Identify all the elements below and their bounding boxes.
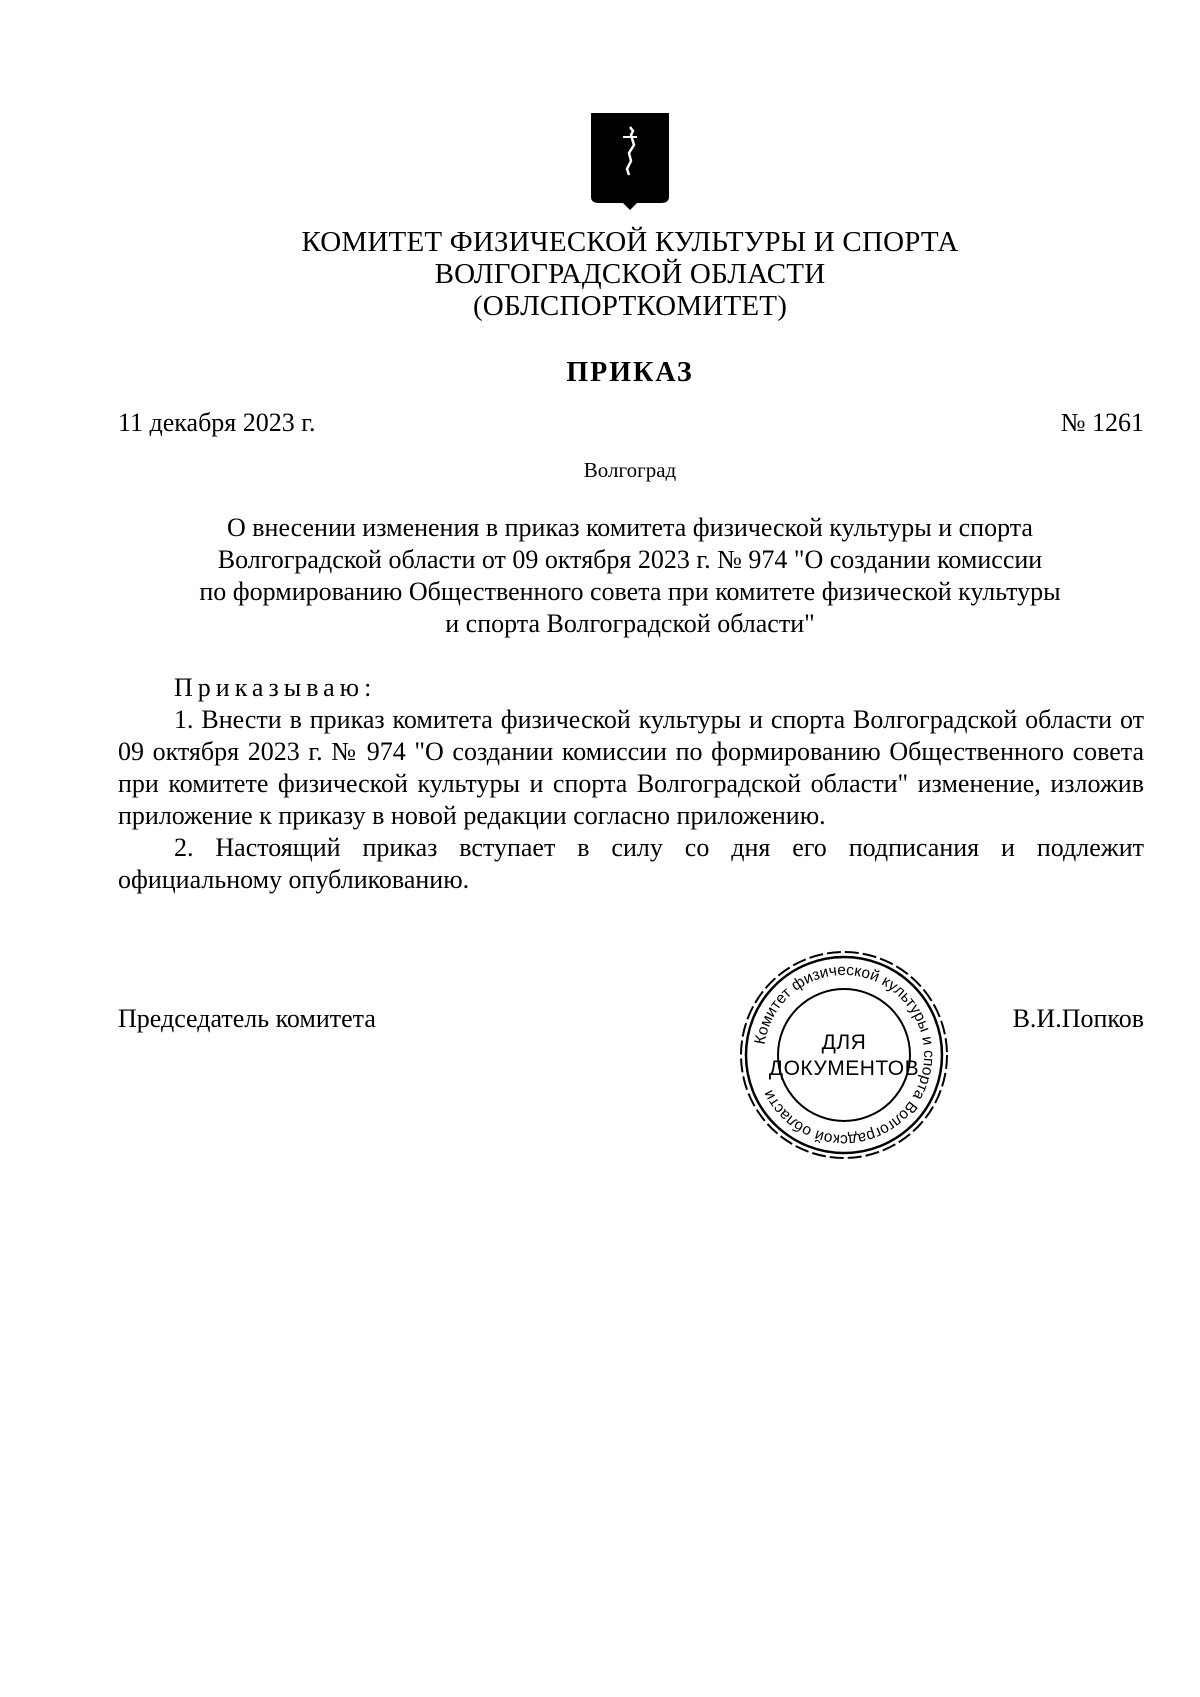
subject-line-3: по формированию Общественного совета при комитете физической культуры — [199, 577, 1061, 606]
stamp-center-line-1: ДЛЯ — [821, 1031, 867, 1054]
organization-name — [0, 226, 1200, 322]
order-item-1: 1. Внести в приказ комитета физической культуры и спорта Волгоградской области от 09 октября 2023 г. № 974 "О создании комиссии по формированию Общественного совета при комитете физической культуры и спорта Волгоградской области" изменение, изложив приложение к приказу в новой редакции согласно приложению. — [118, 705, 1144, 830]
official-stamp — [737, 948, 951, 1162]
signatory-position: Председатель комитета — [118, 1004, 376, 1033]
org-line-1: КОМИТЕТ ФИЗИЧЕСКОЙ КУЛЬТУРЫ И СПОРТА — [301, 226, 959, 258]
order-word: Приказываю: — [174, 673, 377, 702]
document-subject — [0, 512, 1200, 640]
signatory-name: В.И.Попков — [1012, 1004, 1144, 1033]
stamp-ring-text: Комитет физической культуры и спорта Волгоградской области — [751, 961, 938, 1149]
coat-of-arms-icon — [591, 113, 669, 210]
document-date: 11 декабря 2023 г. — [118, 408, 316, 437]
document-number: № 1261 — [1060, 408, 1144, 437]
order-item-2: 2. Настоящий приказ вступает в силу со дня его подписания и подлежит официальному опубликованию. — [118, 833, 1144, 894]
document-body — [118, 672, 1144, 896]
subject-line-2: Волгоградской области от 09 октября 2023 г. № 974 "О создании комиссии — [217, 545, 1043, 574]
org-line-3: (ОБЛСПОРТКОМИТЕТ) — [472, 290, 788, 322]
subject-line-1: О внесении изменения в приказ комитета физической культуры и спорта — [227, 513, 1033, 542]
stamp-center-text — [737, 1030, 951, 1082]
stamp-center-line-2: ДОКУМЕНТОВ — [768, 1057, 920, 1080]
document-city: Волгоград — [583, 458, 677, 482]
org-line-2: ВОЛГОГРАДСКОЙ ОБЛАСТИ — [434, 258, 826, 290]
document-type: ПРИКАЗ — [566, 357, 694, 388]
subject-line-4: и спорта Волгоградской области" — [445, 609, 815, 638]
